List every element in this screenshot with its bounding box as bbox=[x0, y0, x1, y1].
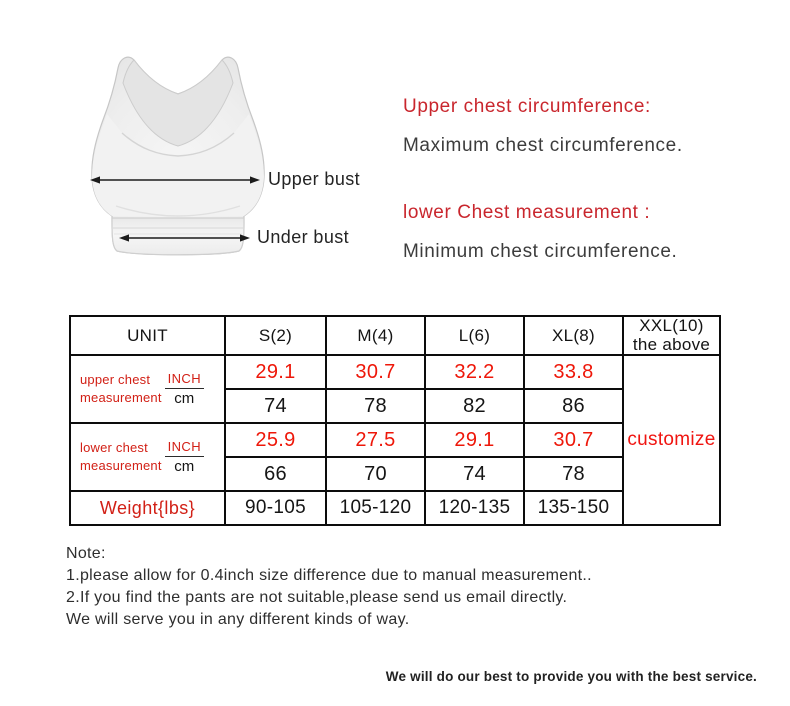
lower-inch-xl: 30.7 bbox=[524, 423, 623, 457]
upper-chest-row-label bbox=[80, 371, 162, 409]
upper-chest-description: Maximum chest circumference. bbox=[403, 135, 683, 156]
upper-chest-inch-row bbox=[70, 355, 720, 389]
inch-unit-label: INCH bbox=[165, 371, 204, 389]
header-size-m: M(4) bbox=[326, 316, 425, 355]
measurement-descriptions bbox=[403, 96, 773, 263]
lower-cm-xl: 78 bbox=[524, 457, 623, 491]
weight-row bbox=[70, 491, 720, 525]
upper-inch-l: 32.2 bbox=[425, 355, 524, 389]
upper-chest-label-cell bbox=[70, 355, 225, 423]
header-unit: UNIT bbox=[70, 316, 225, 355]
upper-inch-m: 30.7 bbox=[326, 355, 425, 389]
header-size-xxl bbox=[623, 316, 720, 355]
lower-unit-stack bbox=[165, 439, 204, 475]
cm-unit-label: cm bbox=[174, 390, 195, 408]
inch-unit-label: INCH bbox=[165, 439, 204, 457]
lower-chest-label-line1: lower chest bbox=[80, 439, 148, 455]
lower-chest-description: Minimum chest circumference. bbox=[403, 241, 678, 262]
weight-l: 120-135 bbox=[425, 491, 524, 525]
lower-cm-m: 70 bbox=[326, 457, 425, 491]
upper-inch-s: 29.1 bbox=[225, 355, 326, 389]
upper-chest-heading: Upper chest circumference: bbox=[403, 96, 651, 117]
lower-cm-l: 74 bbox=[425, 457, 524, 491]
upper-chest-label-line1: upper chest bbox=[80, 371, 151, 387]
lower-chest-label-cell bbox=[70, 423, 225, 491]
lower-chest-row-label bbox=[80, 439, 162, 477]
upper-cm-xl: 86 bbox=[524, 389, 623, 423]
header-size-l: L(6) bbox=[425, 316, 524, 355]
lower-inch-l: 29.1 bbox=[425, 423, 524, 457]
header-size-xl: XL(8) bbox=[524, 316, 623, 355]
note-line-1: 1.please allow for 0.4inch size difference due to manual measurement.. bbox=[66, 567, 592, 584]
lower-inch-s: 25.9 bbox=[225, 423, 326, 457]
header-xxl-line1: XXL(10) bbox=[639, 316, 704, 335]
lower-chest-label-line2: measurement bbox=[80, 458, 162, 474]
note-block bbox=[66, 543, 746, 631]
footer-service-text: We will do our best to provide you with the best service. bbox=[385, 669, 757, 684]
upper-cm-m: 78 bbox=[326, 389, 425, 423]
cm-unit-label: cm bbox=[174, 458, 195, 476]
lower-inch-m: 27.5 bbox=[326, 423, 425, 457]
table-header-row bbox=[70, 316, 720, 355]
upper-cm-s: 74 bbox=[225, 389, 326, 423]
lower-chest-heading: lower Chest measurement : bbox=[403, 202, 651, 223]
customize-cell: customize bbox=[623, 355, 720, 525]
lower-cm-s: 66 bbox=[225, 457, 326, 491]
weight-xl: 135-150 bbox=[524, 491, 623, 525]
size-chart-table bbox=[69, 315, 721, 526]
note-line-2: 2.If you find the pants are not suitable,please send us email directly. bbox=[66, 589, 568, 606]
header-size-s: S(2) bbox=[225, 316, 326, 355]
upper-cm-l: 82 bbox=[425, 389, 524, 423]
upper-bust-label: Upper bust bbox=[268, 169, 361, 189]
under-bust-label: Under bust bbox=[257, 227, 350, 247]
header-xxl-line2: the above bbox=[632, 334, 711, 354]
upper-chest-label-line2: measurement bbox=[80, 390, 162, 406]
weight-s: 90-105 bbox=[225, 491, 326, 525]
upper-inch-xl: 33.8 bbox=[524, 355, 623, 389]
note-line-3: We will serve you in any different kinds of way. bbox=[66, 611, 410, 628]
weight-label-cell: Weight{lbs} bbox=[70, 491, 225, 525]
note-title: Note: bbox=[66, 545, 106, 562]
upper-unit-stack bbox=[165, 371, 204, 407]
weight-m: 105-120 bbox=[326, 491, 425, 525]
lower-chest-inch-row bbox=[70, 423, 720, 457]
bra-measurement-diagram bbox=[80, 40, 390, 280]
